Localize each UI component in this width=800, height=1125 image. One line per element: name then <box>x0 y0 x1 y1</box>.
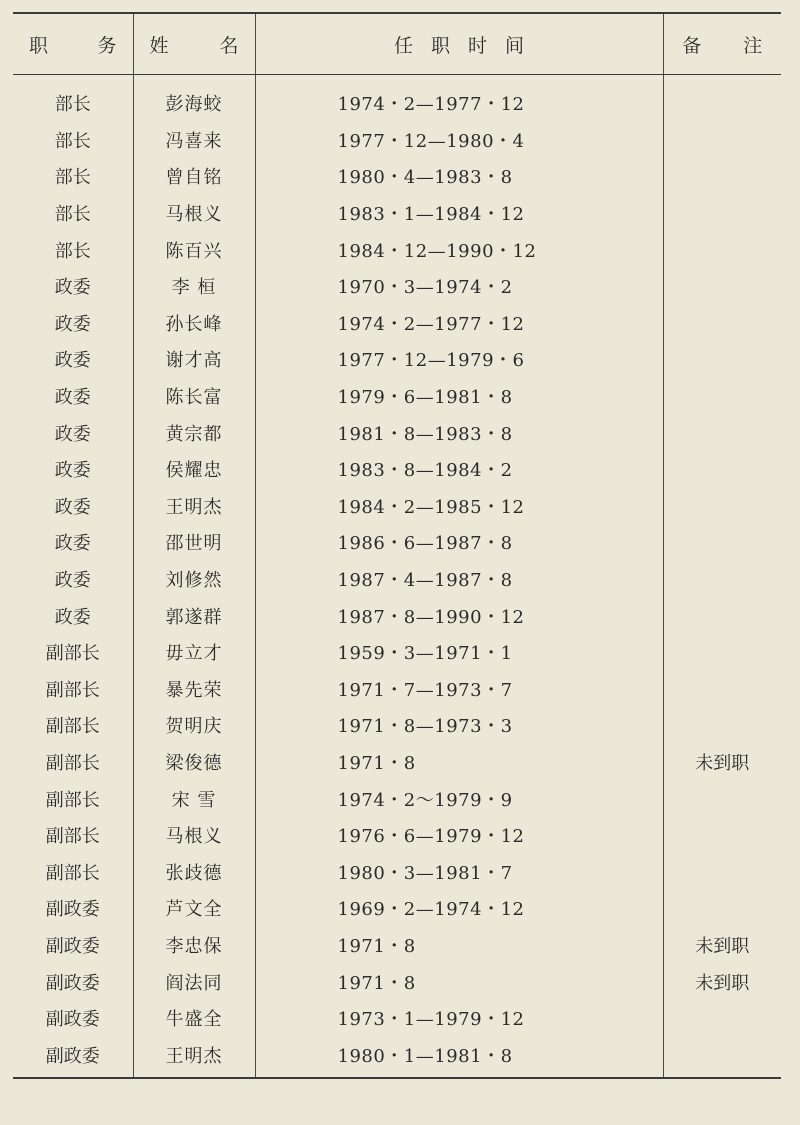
term-cell: 1971・8 <box>255 963 663 1000</box>
position-cell: 副部长 <box>13 707 133 744</box>
term-cell: 1980・3—1981・7 <box>255 853 663 890</box>
note-cell: 未到职 <box>695 752 750 774</box>
table-row <box>13 414 781 451</box>
table-row <box>13 707 781 744</box>
name-cell: 郭遂群 <box>133 597 255 634</box>
name-cell: 邵世明 <box>133 524 255 561</box>
table-row <box>13 75 781 122</box>
note-cell <box>663 75 781 122</box>
note-cell <box>663 1036 781 1078</box>
note-cell <box>663 890 781 927</box>
personnel-table <box>13 12 781 1079</box>
table-row <box>13 378 781 415</box>
term-cell: 1984・2—1985・12 <box>255 488 663 525</box>
table-row <box>13 744 781 781</box>
table-row <box>13 268 781 305</box>
name-cell: 王明杰 <box>133 1036 255 1078</box>
note-cell <box>663 561 781 598</box>
name-cell: 马根义 <box>133 195 255 232</box>
position-cell: 副政委 <box>13 1036 133 1078</box>
note-cell <box>663 780 781 817</box>
name-cell: 谢才高 <box>133 341 255 378</box>
note-cell <box>663 634 781 671</box>
position-cell: 副部长 <box>13 780 133 817</box>
position-cell: 副政委 <box>13 1000 133 1037</box>
term-cell: 1974・2～1979・9 <box>255 780 663 817</box>
term-cell: 1987・8—1990・12 <box>255 597 663 634</box>
name-cell: 芦文全 <box>133 890 255 927</box>
header-note: 备 注 <box>663 13 781 75</box>
table-row <box>13 341 781 378</box>
term-cell: 1980・4—1983・8 <box>255 158 663 195</box>
table-row <box>13 231 781 268</box>
name-cell: 彭海蛟 <box>133 75 255 122</box>
term-cell: 1983・1—1984・12 <box>255 195 663 232</box>
note-cell <box>663 305 781 342</box>
table-row <box>13 488 781 525</box>
position-cell: 政委 <box>13 378 133 415</box>
table-row <box>13 597 781 634</box>
table-body <box>13 75 781 1079</box>
note-cell <box>663 195 781 232</box>
note-cell <box>663 1000 781 1037</box>
name-cell: 陈百兴 <box>133 231 255 268</box>
term-cell: 1970・3—1974・2 <box>255 268 663 305</box>
name-cell: 牛盛全 <box>133 1000 255 1037</box>
name-cell: 陈长富 <box>133 378 255 415</box>
note-cell <box>663 378 781 415</box>
name-cell: 贺明庆 <box>133 707 255 744</box>
note-cell <box>663 707 781 744</box>
note-cell: 未到职 <box>695 935 750 957</box>
note-cell <box>663 158 781 195</box>
term-cell: 1973・1—1979・12 <box>255 1000 663 1037</box>
position-cell: 部长 <box>13 122 133 159</box>
term-cell: 1971・8—1973・3 <box>255 707 663 744</box>
term-cell: 1971・8 <box>255 744 663 781</box>
position-cell: 政委 <box>13 305 133 342</box>
term-cell: 1969・2—1974・12 <box>255 890 663 927</box>
position-cell: 副政委 <box>13 963 133 1000</box>
position-cell: 政委 <box>13 268 133 305</box>
note-cell <box>663 524 781 561</box>
table-header-row <box>13 13 781 75</box>
table-row <box>13 451 781 488</box>
position-cell: 部长 <box>13 158 133 195</box>
note-cell <box>663 268 781 305</box>
term-cell: 1974・2—1977・12 <box>255 305 663 342</box>
term-cell: 1977・12—1980・4 <box>255 122 663 159</box>
position-cell: 部长 <box>13 75 133 122</box>
term-cell: 1981・8—1983・8 <box>255 414 663 451</box>
name-cell: 张歧德 <box>133 853 255 890</box>
note-cell <box>663 231 781 268</box>
name-cell: 黄宗都 <box>133 414 255 451</box>
position-cell: 部长 <box>13 195 133 232</box>
header-position: 职 务 <box>13 13 133 75</box>
position-cell: 副部长 <box>13 817 133 854</box>
table-row <box>13 158 781 195</box>
term-cell: 1987・4—1987・8 <box>255 561 663 598</box>
name-cell: 孙长峰 <box>133 305 255 342</box>
table-row <box>13 780 781 817</box>
table-row <box>13 927 781 964</box>
position-cell: 部长 <box>13 231 133 268</box>
name-cell: 刘修然 <box>133 561 255 598</box>
name-cell: 李忠保 <box>133 927 255 964</box>
table-row <box>13 890 781 927</box>
note-cell <box>663 341 781 378</box>
position-cell: 政委 <box>13 341 133 378</box>
position-cell: 副政委 <box>13 890 133 927</box>
name-cell: 毋立才 <box>133 634 255 671</box>
term-cell: 1979・6—1981・8 <box>255 378 663 415</box>
term-cell: 1977・12—1979・6 <box>255 341 663 378</box>
term-cell: 1983・8—1984・2 <box>255 451 663 488</box>
term-cell: 1980・1—1981・8 <box>255 1036 663 1078</box>
name-cell: 曾自铭 <box>133 158 255 195</box>
position-cell: 政委 <box>13 597 133 634</box>
note-cell <box>663 817 781 854</box>
note-cell <box>663 414 781 451</box>
position-cell: 副部长 <box>13 634 133 671</box>
table-row <box>13 1036 781 1078</box>
name-cell: 冯喜来 <box>133 122 255 159</box>
note-cell: 未到职 <box>695 972 750 994</box>
table-row <box>13 524 781 561</box>
note-cell <box>663 597 781 634</box>
name-cell: 阎法同 <box>133 963 255 1000</box>
table-row <box>13 122 781 159</box>
note-cell <box>663 488 781 525</box>
term-cell: 1976・6—1979・12 <box>255 817 663 854</box>
name-cell: 王明杰 <box>133 488 255 525</box>
position-cell: 政委 <box>13 488 133 525</box>
position-cell: 副部长 <box>13 853 133 890</box>
table-row <box>13 1000 781 1037</box>
table-row <box>13 853 781 890</box>
position-cell: 政委 <box>13 414 133 451</box>
table-row <box>13 963 781 1000</box>
term-cell: 1971・7—1973・7 <box>255 671 663 708</box>
term-cell: 1971・8 <box>255 927 663 964</box>
name-cell: 马根义 <box>133 817 255 854</box>
note-cell <box>663 671 781 708</box>
table-row <box>13 305 781 342</box>
term-cell: 1986・6—1987・8 <box>255 524 663 561</box>
position-cell: 副部长 <box>13 744 133 781</box>
term-cell: 1984・12—1990・12 <box>255 231 663 268</box>
table-row <box>13 634 781 671</box>
name-cell: 梁俊德 <box>133 744 255 781</box>
note-cell <box>663 451 781 488</box>
position-cell: 副政委 <box>13 927 133 964</box>
name-cell: 侯耀忠 <box>133 451 255 488</box>
position-cell: 政委 <box>13 524 133 561</box>
position-cell: 政委 <box>13 561 133 598</box>
term-cell: 1959・3—1971・1 <box>255 634 663 671</box>
term-cell: 1974・2—1977・12 <box>255 75 663 122</box>
name-cell: 宋 雪 <box>133 780 255 817</box>
header-name: 姓 名 <box>133 13 255 75</box>
table-row <box>13 195 781 232</box>
note-cell <box>663 853 781 890</box>
table-row <box>13 671 781 708</box>
name-cell: 李 桓 <box>133 268 255 305</box>
table-row <box>13 561 781 598</box>
position-cell: 政委 <box>13 451 133 488</box>
table-row <box>13 817 781 854</box>
position-cell: 副部长 <box>13 671 133 708</box>
header-term: 任 职 时 间 <box>255 13 663 75</box>
note-cell <box>663 122 781 159</box>
name-cell: 暴先荣 <box>133 671 255 708</box>
